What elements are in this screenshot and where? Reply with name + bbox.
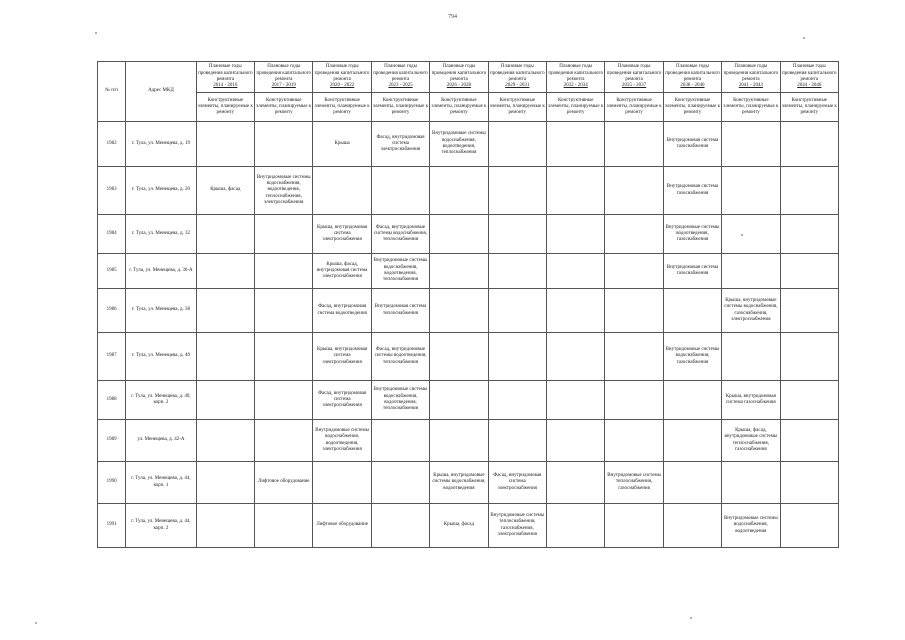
table-row bbox=[98, 122, 839, 167]
repair-cell bbox=[605, 254, 663, 289]
repair-cell bbox=[722, 215, 780, 254]
repair-cell: Внутридомовые системы теплоснабжения, газоснабжения, электроснабжения bbox=[488, 504, 546, 548]
repair-cell bbox=[196, 504, 254, 548]
repair-cell bbox=[313, 167, 371, 215]
repair-cell bbox=[547, 420, 605, 462]
repair-cell bbox=[547, 333, 605, 381]
row-number: 1986 bbox=[98, 289, 126, 333]
repair-cell bbox=[547, 122, 605, 167]
header-period: Плановые годы проведения капитального ремонта 2029 - 2031 bbox=[488, 62, 546, 93]
repair-cell: Крыша, внутридомовая система электроснабжения bbox=[313, 333, 371, 381]
repair-cell bbox=[780, 381, 838, 420]
header-period: Плановые годы проведения капитального ремонта 2026 - 2028 bbox=[430, 62, 488, 93]
repair-cell bbox=[371, 167, 429, 215]
repair-cell bbox=[780, 504, 838, 548]
repair-cell: Крыша, внутридомовая система газоснабжения bbox=[722, 381, 780, 420]
repair-cell: Внутридомовые системы водоотведения, газоснабжения bbox=[663, 215, 721, 254]
repair-cell bbox=[780, 167, 838, 215]
repair-cell bbox=[488, 333, 546, 381]
repair-cell bbox=[430, 420, 488, 462]
repair-cell bbox=[371, 420, 429, 462]
row-address: ул. Менещева, д. 42-А bbox=[126, 420, 196, 462]
header-period: Плановые годы проведения капитального ремонта 2041 - 2043 bbox=[722, 62, 780, 93]
repair-cell: Внутридомовая система газоснабжения bbox=[663, 122, 721, 167]
repair-cell bbox=[780, 420, 838, 462]
scan-speck bbox=[803, 37, 805, 39]
repair-cell: Внутридомовые системы водоснабжения, водоотведения, теплоснабжения bbox=[371, 381, 429, 420]
repair-cell: Крыша, внутридомовые системы водоснабжения, газоснабжения, электроснабжения bbox=[722, 289, 780, 333]
repair-cell bbox=[196, 122, 254, 167]
table-body bbox=[98, 122, 839, 548]
repair-cell bbox=[255, 289, 313, 333]
table-row bbox=[98, 289, 839, 333]
scan-speck bbox=[35, 622, 37, 624]
repair-cell bbox=[255, 333, 313, 381]
repair-cell bbox=[196, 215, 254, 254]
repair-cell: Фасад, внутридомовые системы водоснабжения, теплоснабжения bbox=[371, 215, 429, 254]
repair-cell bbox=[722, 462, 780, 504]
repair-cell bbox=[488, 289, 546, 333]
repair-cell bbox=[547, 462, 605, 504]
repair-cell: Внутридомовая система теплоснабжения bbox=[371, 289, 429, 333]
scan-speck bbox=[690, 617, 692, 619]
repair-cell bbox=[605, 504, 663, 548]
repair-cell bbox=[196, 333, 254, 381]
repair-cell bbox=[605, 167, 663, 215]
repair-cell bbox=[605, 215, 663, 254]
repair-cell bbox=[488, 122, 546, 167]
table-row bbox=[98, 333, 839, 381]
repair-cell bbox=[780, 215, 838, 254]
repair-cell bbox=[255, 122, 313, 167]
repair-cell bbox=[722, 333, 780, 381]
repair-cell bbox=[371, 504, 429, 548]
repair-cell bbox=[196, 462, 254, 504]
repair-cell bbox=[663, 504, 721, 548]
repair-cell bbox=[547, 215, 605, 254]
repair-cell: Крыша, фасад, внутридомовая система электроснабжения bbox=[313, 254, 371, 289]
repair-cell bbox=[780, 122, 838, 167]
repair-cell: Внутридомовые системы водоснабжения, газоснабжения bbox=[663, 333, 721, 381]
repair-cell: Крыша, внутридомовые системы водоснабжения, водоотведения bbox=[430, 462, 488, 504]
header-period: Плановые годы проведения капитального ремонта 2023 - 2025 bbox=[371, 62, 429, 93]
header-element-label: Конструктивные элементы, планируемые к ремонту bbox=[488, 93, 546, 122]
repair-cell bbox=[255, 215, 313, 254]
repair-cell bbox=[488, 254, 546, 289]
header-num: № п/п bbox=[98, 62, 126, 122]
repair-cell bbox=[430, 333, 488, 381]
repair-cell bbox=[196, 254, 254, 289]
repair-cell: Фасад, внутридомовая система водоотведения bbox=[313, 289, 371, 333]
repair-cell bbox=[488, 381, 546, 420]
table-row bbox=[98, 167, 839, 215]
repair-cell bbox=[663, 381, 721, 420]
repair-cell bbox=[255, 254, 313, 289]
repair-cell bbox=[430, 254, 488, 289]
row-address: г. Тула, ул. Менещева, д. 44, корп. 2 bbox=[126, 504, 196, 548]
header-element-label: Конструктивные элементы, планируемые к ремонту bbox=[196, 93, 254, 122]
repair-cell: Внутридомовые системы водоснабжения, водоотведения bbox=[722, 504, 780, 548]
repair-cell bbox=[547, 167, 605, 215]
row-number: 1983 bbox=[98, 167, 126, 215]
repair-cell bbox=[255, 381, 313, 420]
table-row bbox=[98, 462, 839, 504]
repair-cell: Крыша, фасад bbox=[430, 504, 488, 548]
repair-cell bbox=[780, 289, 838, 333]
table-row bbox=[98, 420, 839, 462]
header-element-label: Конструктивные элементы, планируемые к ремонту bbox=[605, 93, 663, 122]
header-period: Плановые годы проведения капитального ремонта 2035 - 2037 bbox=[605, 62, 663, 93]
row-number: 1985 bbox=[98, 254, 126, 289]
repair-cell: Фасад, внутридомовые системы водоотведения, теплоснабжения bbox=[371, 333, 429, 381]
repair-cell bbox=[255, 504, 313, 548]
repair-cell bbox=[488, 167, 546, 215]
repair-cell bbox=[430, 167, 488, 215]
header-element-label: Конструктивные элементы, планируемые к ремонту bbox=[663, 93, 721, 122]
header-period: Плановые годы проведения капитального ремонта 2017 - 2019 bbox=[255, 62, 313, 93]
header-element-label: Конструктивные элементы, планируемые к ремонту bbox=[313, 93, 371, 122]
repair-cell bbox=[430, 215, 488, 254]
repair-cell: Крыша, фасад, внутридомовые системы теплоснабжения, газоснабжения bbox=[722, 420, 780, 462]
row-number: 1990 bbox=[98, 462, 126, 504]
repair-cell bbox=[722, 254, 780, 289]
repair-cell bbox=[780, 462, 838, 504]
row-number: 1991 bbox=[98, 504, 126, 548]
repair-cell bbox=[605, 289, 663, 333]
repair-cell bbox=[547, 381, 605, 420]
scan-speck bbox=[741, 234, 743, 236]
repair-cell: Фасад, внутридомовая система электроснабжения bbox=[488, 462, 546, 504]
header-period: Плановые годы проведения капитального ремонта 2038 - 2040 bbox=[663, 62, 721, 93]
repair-cell bbox=[722, 167, 780, 215]
repair-cell: Фасад, внутридомовая система электроснабжения bbox=[313, 381, 371, 420]
row-address: г. Тула, ул. Менещева, д. 32 bbox=[126, 215, 196, 254]
repair-cell bbox=[663, 462, 721, 504]
repair-cell bbox=[605, 333, 663, 381]
repair-cell: Внутридомовая система газоснабжения bbox=[663, 254, 721, 289]
header-row-periods bbox=[98, 62, 839, 93]
row-address: г. Тула, ул. Менещева, д. 40, корп. 2 bbox=[126, 381, 196, 420]
repair-cell bbox=[488, 215, 546, 254]
row-number: 1982 bbox=[98, 122, 126, 167]
header-row-elements bbox=[98, 93, 839, 122]
repair-cell: Крыша bbox=[313, 122, 371, 167]
repair-cell bbox=[605, 420, 663, 462]
scan-speck bbox=[95, 32, 97, 34]
table-row bbox=[98, 254, 839, 289]
repair-cell bbox=[196, 381, 254, 420]
repair-cell bbox=[663, 420, 721, 462]
repair-cell: Внутридомовые системы водоснабжения, водоотведения, теплоснабжения, электроснабжения bbox=[255, 167, 313, 215]
repair-cell: Внутридомовая система газоснабжения bbox=[663, 167, 721, 215]
row-number: 1987 bbox=[98, 333, 126, 381]
repair-cell: Крыша, фасад bbox=[196, 167, 254, 215]
repair-cell: Внутридомовые системы теплоснабжения, газоснабжения bbox=[605, 462, 663, 504]
repair-cell bbox=[488, 420, 546, 462]
row-address: г. Тула, ул. Менещева, д. 40 bbox=[126, 333, 196, 381]
repair-cell bbox=[430, 381, 488, 420]
repair-cell: Фасад, внутридомовая система электроснабжения bbox=[371, 122, 429, 167]
repair-cell bbox=[663, 289, 721, 333]
repair-cell bbox=[371, 462, 429, 504]
repair-cell bbox=[547, 504, 605, 548]
header-element-label: Конструктивные элементы, планируемые к ремонту bbox=[547, 93, 605, 122]
header-element-label: Конструктивные элементы, планируемые к ремонту bbox=[722, 93, 780, 122]
header-element-label: Конструктивные элементы, планируемые к ремонту bbox=[255, 93, 313, 122]
repair-cell bbox=[313, 462, 371, 504]
row-address: г. Тула, ул. Менещева, д. 36-А bbox=[126, 254, 196, 289]
repair-cell bbox=[722, 122, 780, 167]
repair-cell: Внутридомовые системы водоснабжения, водоотведения, электроснабжения bbox=[313, 420, 371, 462]
repair-plan-table bbox=[97, 61, 839, 548]
repair-cell bbox=[196, 289, 254, 333]
page-number: 794 bbox=[448, 14, 457, 20]
row-address: г. Тула, ул. Менещева, д. 19 bbox=[126, 122, 196, 167]
header-address: Адрес МКД bbox=[126, 62, 196, 122]
repair-cell: Внутридомовые системы водоснабжения, водоотведения, теплоснабжения bbox=[430, 122, 488, 167]
header-element-label: Конструктивные элементы, планируемые к ремонту bbox=[430, 93, 488, 122]
repair-cell bbox=[605, 122, 663, 167]
repair-cell: Внутридомовые системы водоснабжения, водоотведения, теплоснабжения bbox=[371, 254, 429, 289]
repair-cell bbox=[196, 420, 254, 462]
row-address: г. Тула, ул. Менещева, д. 20 bbox=[126, 167, 196, 215]
table-row bbox=[98, 215, 839, 254]
repair-cell bbox=[547, 254, 605, 289]
repair-cell bbox=[547, 289, 605, 333]
table-row bbox=[98, 381, 839, 420]
header-period: Плановые годы проведения капитального ремонта 2014 - 2016 bbox=[196, 62, 254, 93]
repair-cell: Лифтовое оборудование bbox=[313, 504, 371, 548]
repair-cell bbox=[605, 381, 663, 420]
repair-cell bbox=[780, 254, 838, 289]
header-element-label: Конструктивные элементы, планируемые к ремонту bbox=[780, 93, 838, 122]
repair-cell bbox=[780, 333, 838, 381]
header-period: Плановые годы проведения капитального ремонта 2044 - 2046 bbox=[780, 62, 838, 93]
header-period: Плановые годы проведения капитального ремонта 2020 - 2022 bbox=[313, 62, 371, 93]
row-number: 1988 bbox=[98, 381, 126, 420]
row-number: 1989 bbox=[98, 420, 126, 462]
repair-cell: Крыша, внутридомовая система электроснабжения bbox=[313, 215, 371, 254]
row-address: г. Тула, ул. Менещева, д. 44, корп. 1 bbox=[126, 462, 196, 504]
repair-cell bbox=[430, 289, 488, 333]
repair-cell: Лифтовое оборудование bbox=[255, 462, 313, 504]
row-number: 1984 bbox=[98, 215, 126, 254]
table-row bbox=[98, 504, 839, 548]
repair-cell bbox=[255, 420, 313, 462]
row-address: г. Тула, ул. Менещева, д. 38 bbox=[126, 289, 196, 333]
header-period: Плановые годы проведения капитального ремонта 2032 - 2034 bbox=[547, 62, 605, 93]
header-element-label: Конструктивные элементы, планируемые к ремонту bbox=[371, 93, 429, 122]
